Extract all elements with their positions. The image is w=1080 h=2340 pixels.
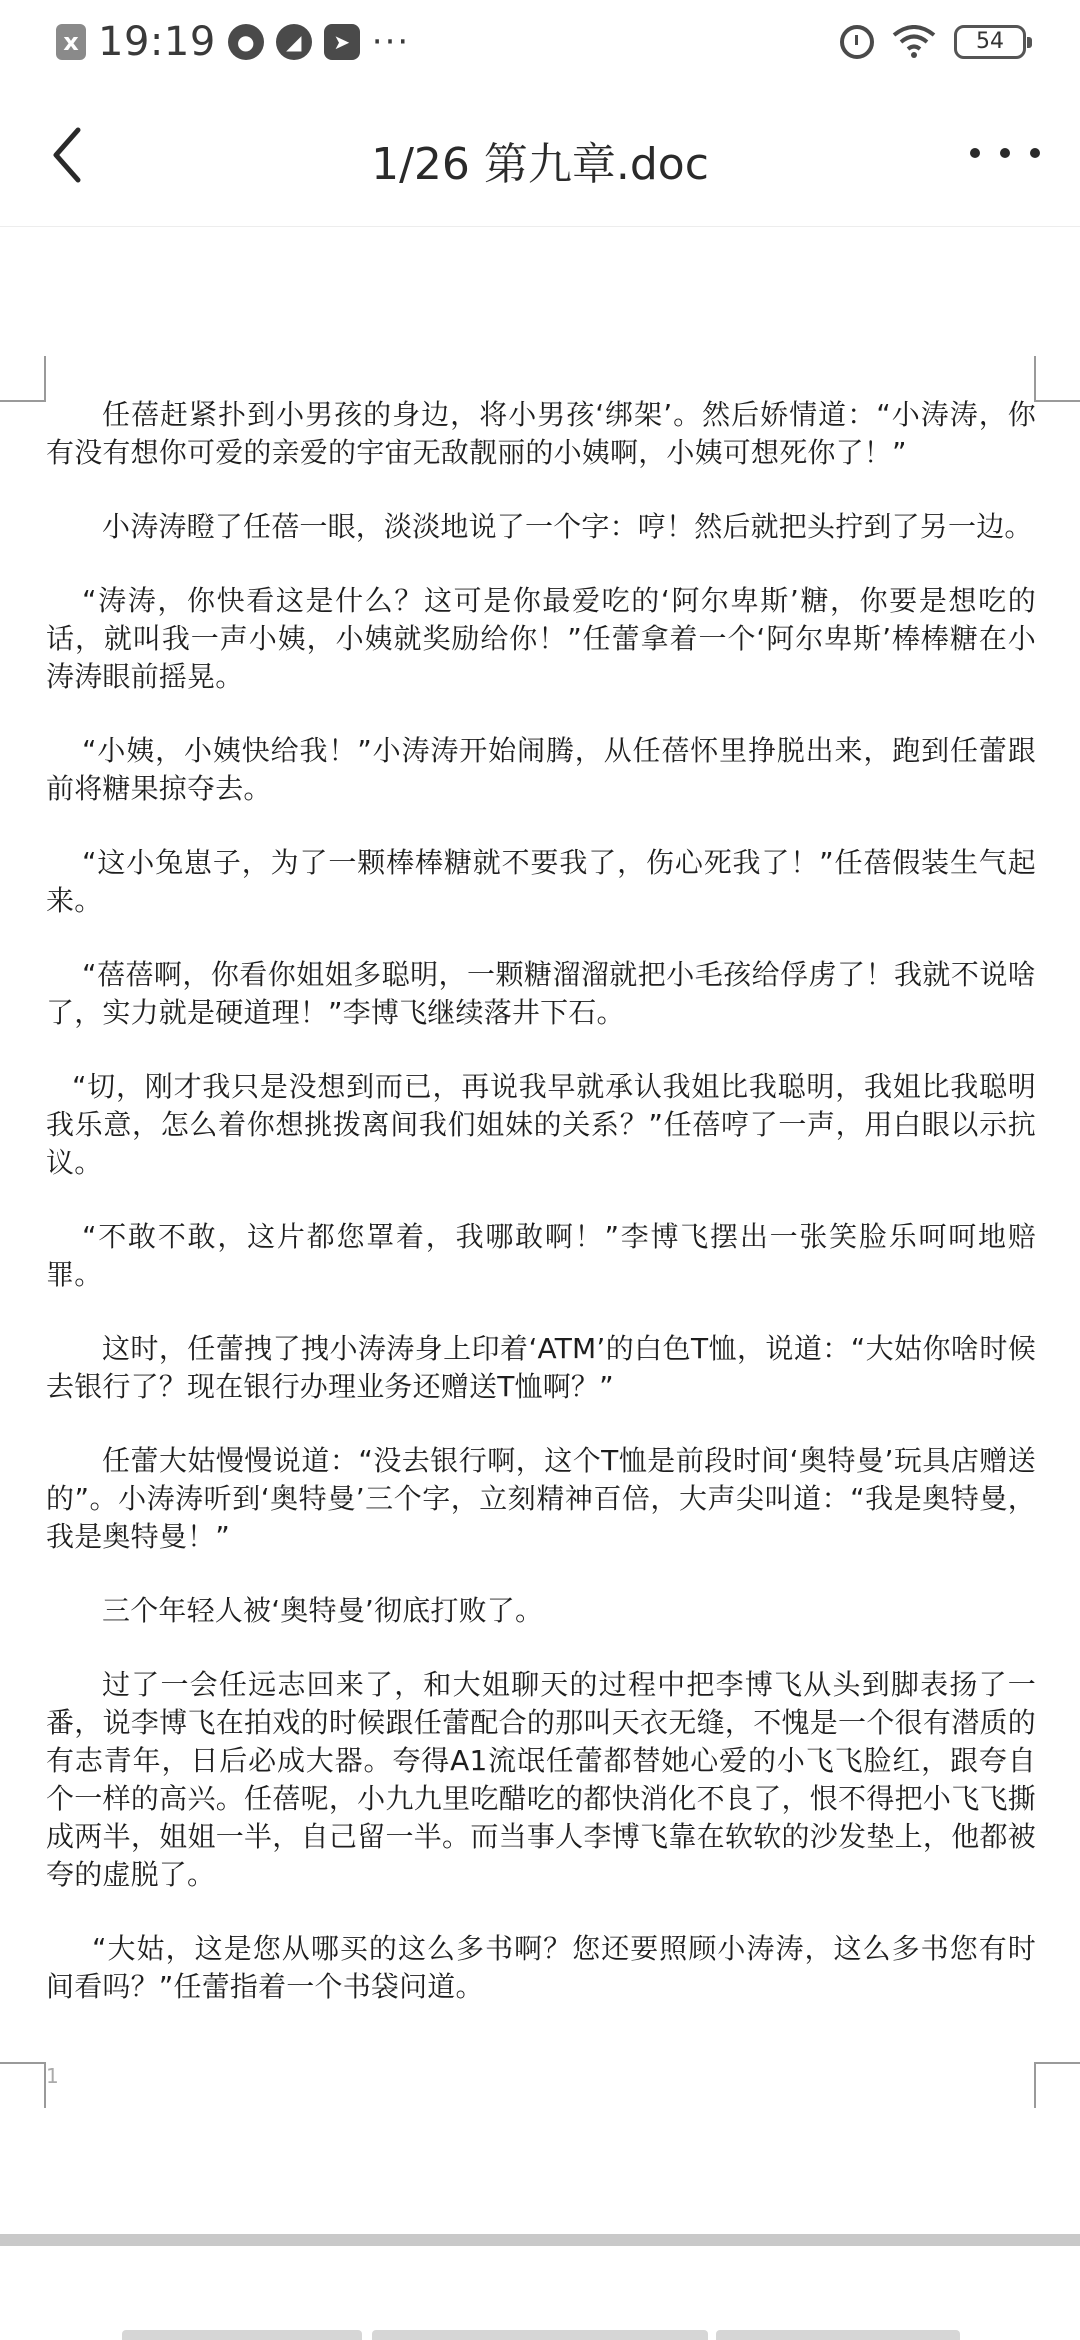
- status-time: 19:19: [98, 19, 216, 65]
- paragraph: 任蕾大姑慢慢说道：“没去银行啊，这个T恤是前段时间‘奥特曼’玩具店赠送的”。小涛涛听到‘奥特曼’三个字，立刻精神百倍，大声尖叫道：“我是奥特曼，我是奥特曼！”: [46, 1444, 1036, 1553]
- paragraph: 过了一会任远志回来了，和大姐聊天的过程中把李博飞从头到脚表扬了一番，说李博飞在拍戏的时候跟任蕾配合的那叫天衣无缝，不愧是一个很有潜质的有志青年，日后必成大器。夸得A1流氓任蕾都替她心爱的小飞飞脸红，跟夸自个一样的高兴。任蓓呢，小九九里吃醋吃的都快消化不良了，恨不得把小飞飞撕成两半，姐姐一半，自己留一半。而当事人李博飞靠在软软的沙发垫上，他都被夸的虚脱了。: [46, 1668, 1036, 1891]
- bottom-tab-bar: [0, 2330, 1080, 2340]
- dot: [1000, 148, 1010, 158]
- document-body[interactable]: [46, 396, 1036, 2006]
- paragraph: “不敢不敢，这片都您罩着，我哪敢啊！”李博飞摆出一张笑脸乐呵呵地赔罪。: [46, 1220, 1036, 1291]
- alarm-icon: [840, 25, 874, 59]
- bottom-tab[interactable]: [372, 2330, 708, 2340]
- page-corner-top-left: [0, 356, 46, 402]
- page-corner-bottom-right: [1034, 2062, 1080, 2108]
- paragraph: 小涛涛瞪了任蓓一眼，淡淡地说了一个字：哼！然后就把头拧到了另一边。: [102, 510, 1033, 543]
- page-corner-bottom-left: [0, 2062, 46, 2108]
- paragraph: “蓓蓓啊，你看你姐姐多聪明，一颗糖溜溜就把小毛孩给俘虏了！我就不说啥了，实力就是硬道理！”李博飞继续落井下石。: [46, 958, 1036, 1029]
- bottom-tab[interactable]: [716, 2330, 960, 2340]
- status-bar-left: [56, 18, 410, 66]
- paragraph: “切，刚才我只是没想到而已，再说我早就承认我姐比我聪明，我姐比我聪明我乐意，怎么着你想挑拨离间我们姐妹的关系？”任蓓哼了一声，用白眼以示抗议。: [46, 1070, 1036, 1179]
- page-number: 1: [46, 2064, 59, 2088]
- send-icon: ➤: [324, 24, 360, 60]
- close-notification-icon: x: [56, 24, 86, 60]
- chevron-left-icon[interactable]: [44, 120, 96, 190]
- horizontal-scrollbar[interactable]: [0, 2234, 1080, 2246]
- more-horizontal-icon[interactable]: [970, 128, 1040, 178]
- paragraph: 三个年轻人被‘奥特曼’彻底打败了。: [102, 1594, 544, 1627]
- page-corner-top-right: [1034, 356, 1080, 402]
- compass-icon: ◢: [276, 24, 312, 60]
- dot: [1030, 148, 1040, 158]
- status-bar-right: [840, 20, 1026, 64]
- dot: [970, 148, 980, 158]
- more-notifications-icon: ···: [371, 22, 411, 62]
- paragraph: “这小兔崽子，为了一颗棒棒糖就不要我了，伤心死我了！”任蓓假装生气起来。: [46, 846, 1036, 917]
- wifi-icon: [892, 25, 936, 59]
- bottom-tab[interactable]: [122, 2330, 362, 2340]
- paragraph: “涛涛，你快看这是什么？这可是你最爱吃的‘阿尔卑斯’糖，你要是想吃的话，就叫我一声小姨，小姨就奖励给你！”任蕾拿着一个‘阿尔卑斯’棒棒糖在小涛涛眼前摇晃。: [46, 584, 1036, 693]
- paragraph: 这时，任蕾拽了拽小涛涛身上印着‘ATM’的白色T恤，说道：“大姑你啥时候去银行了？现在银行办理业务还赠送T恤啊？”: [46, 1332, 1036, 1403]
- battery-icon: 54: [954, 25, 1026, 59]
- document-title: 1/26 第九章.doc: [371, 139, 709, 190]
- status-bar: [0, 0, 1080, 84]
- paragraph: “小姨，小姨快给我！”小涛涛开始闹腾，从任蓓怀里挣脱出来，跑到任蕾跟前将糖果掠夺去。: [46, 734, 1036, 805]
- paragraph: “大姑，这是您从哪买的这么多书啊？您还要照顾小涛涛，这么多书您有时间看吗？”任蕾指着一个书袋问道。: [46, 1932, 1036, 2003]
- app-bar: [0, 84, 1080, 227]
- wechat-icon: ●: [228, 24, 264, 60]
- paragraph: 任蓓赶紧扑到小男孩的身边，将小男孩‘绑架’。然后娇情道：“小涛涛，你有没有想你可爱的亲爱的宇宙无敌靓丽的小姨啊，小姨可想死你了！”: [46, 398, 1036, 469]
